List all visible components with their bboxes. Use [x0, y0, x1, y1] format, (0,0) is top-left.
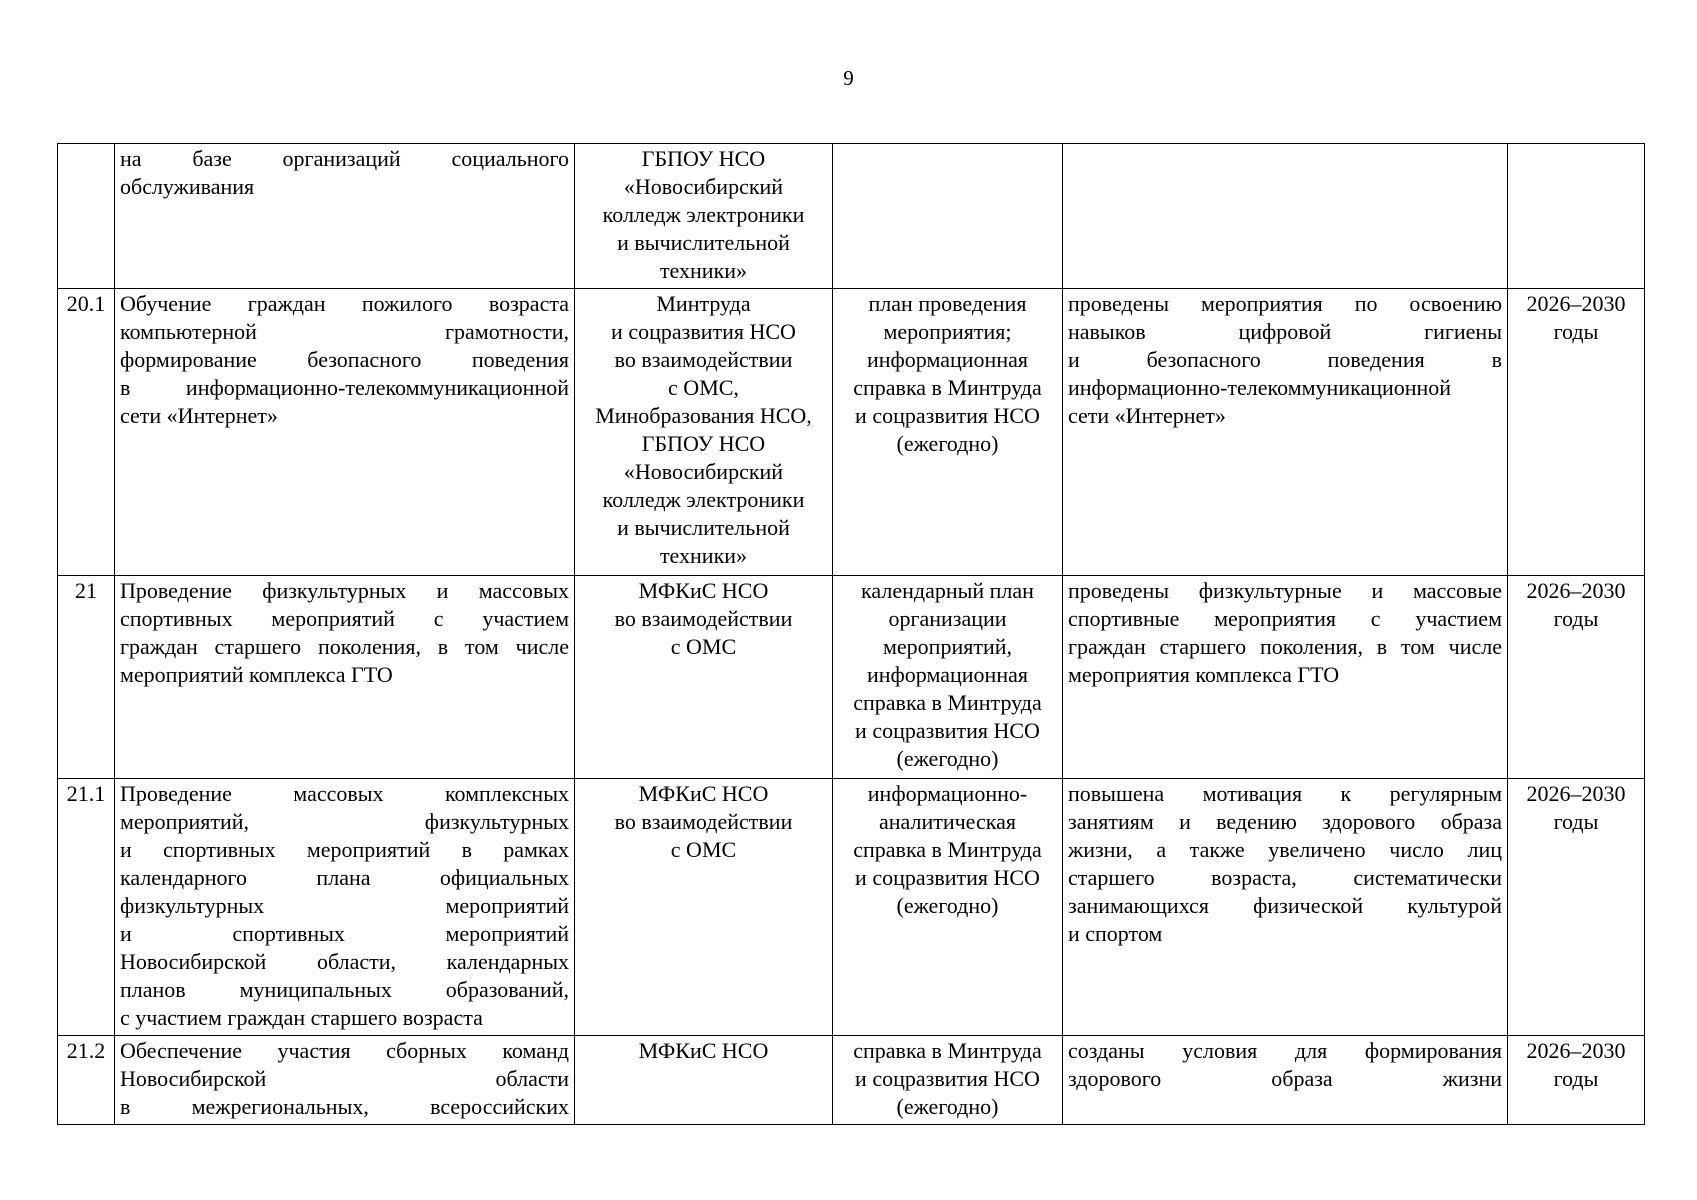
event-line: Новосибирской области, календарных — [120, 949, 569, 974]
result-line: проведены мероприятия по освоению — [1068, 291, 1502, 316]
event-line: физкультурных мероприятий — [120, 893, 569, 918]
row-number: 21.1 — [58, 779, 115, 1036]
executor — [575, 779, 833, 1036]
term-text: 2026–2030 годы — [1526, 1038, 1626, 1091]
table-row — [58, 144, 1645, 289]
event-line: Проведение физкультурных и массовых — [120, 578, 569, 603]
table-row — [58, 289, 1645, 576]
term — [1508, 576, 1645, 779]
document — [833, 1036, 1063, 1125]
executor-text: Минтруда и соцразвития НСО во взаимодействии с ОМС, Минобразования НСО, ГБПОУ НСО «Новосибирский колледж электроники и вычислительной техники» — [595, 291, 812, 568]
result-line: и безопасного поведения в — [1068, 347, 1502, 372]
result-line: жизни, а также увеличено число лиц — [1068, 837, 1502, 862]
event-line: в информационно-телекоммуникационной — [120, 375, 569, 400]
expected-result — [1063, 576, 1508, 779]
event-line: граждан старшего поколения, в том числе — [120, 634, 569, 659]
term — [1508, 144, 1645, 289]
term-text: 2026–2030 годы — [1526, 781, 1626, 834]
document-text: информационно- аналитическая справка в Минтруда и соцразвития НСО (ежегодно) — [853, 781, 1042, 918]
row-number — [58, 144, 115, 289]
event-line: с участием граждан старшего возраста — [120, 1005, 483, 1030]
result-line: повышена мотивация к регулярным — [1068, 781, 1502, 806]
event-line: Проведение массовых комплексных — [120, 781, 569, 806]
executor — [575, 1036, 833, 1125]
expected-result — [1063, 289, 1508, 576]
document-text: справка в Минтруда и соцразвития НСО (ежегодно) — [853, 1038, 1042, 1119]
result-line: созданы условия для формирования — [1068, 1038, 1502, 1063]
term — [1508, 779, 1645, 1036]
event-line: компьютерной грамотности, — [120, 319, 569, 344]
event-line: сети «Интернет» — [120, 403, 278, 428]
event-line: в межрегиональных, всероссийских — [120, 1094, 569, 1119]
event-line: формирование безопасного поведения — [120, 347, 569, 372]
event-line: мероприятий, физкультурных — [120, 809, 569, 834]
executor-text: МФКиС НСО во взаимодействии с ОМС — [614, 578, 793, 659]
result-line: старшего возраста, систематически — [1068, 865, 1502, 890]
result-line: занимающихся физической культурой — [1068, 893, 1502, 918]
result-line: сети «Интернет» — [1068, 403, 1226, 428]
term-text: 2026–2030 годы — [1526, 578, 1626, 631]
document — [833, 779, 1063, 1036]
event-line: и спортивных мероприятий в рамках — [120, 837, 569, 862]
row-number: 21.2 — [58, 1036, 115, 1125]
result-line: здорового образа жизни — [1068, 1066, 1502, 1091]
table-row — [58, 576, 1645, 779]
page-number: 9 — [843, 66, 854, 90]
executor-text: МФКиС НСО во взаимодействии с ОМС — [614, 781, 793, 862]
result-line: навыков цифровой гигиены — [1068, 319, 1502, 344]
event-line: Новосибирской области — [120, 1066, 569, 1091]
executor — [575, 144, 833, 289]
executor — [575, 289, 833, 576]
term-text: 2026–2030 годы — [1526, 291, 1626, 344]
table-row — [58, 779, 1645, 1036]
event-line: спортивных мероприятий с участием — [120, 606, 569, 631]
document-text: план проведения мероприятия; информационная справка в Минтруда и соцразвития НСО (ежегодно) — [853, 291, 1042, 456]
event-line: и спортивных мероприятий — [120, 921, 569, 946]
event-line: Обеспечение участия сборных команд — [120, 1038, 569, 1063]
result-line: информационно-телекоммуникационной — [1068, 375, 1452, 400]
row-number: 20.1 — [58, 289, 115, 576]
action-plan-table — [57, 143, 1645, 1125]
document — [833, 576, 1063, 779]
row-number: 21 — [58, 576, 115, 779]
event-description — [115, 576, 575, 779]
expected-result — [1063, 1036, 1508, 1125]
event-line: на базе организаций социального — [120, 146, 569, 171]
event-line: Обучение граждан пожилого возраста — [120, 291, 569, 316]
event-line: мероприятий комплекса ГТО — [120, 662, 393, 687]
document-text: календарный план организации мероприятий, информационная справка в Минтруда и соцразвития НСО (ежегодно) — [853, 578, 1042, 771]
result-line: и спортом — [1068, 921, 1163, 946]
event-description — [115, 779, 575, 1036]
term — [1508, 289, 1645, 576]
executor-text: МФКиС НСО — [638, 1038, 769, 1063]
result-line: мероприятия комплекса ГТО — [1068, 662, 1340, 687]
event-line: планов муниципальных образований, — [120, 977, 569, 1002]
expected-result — [1063, 144, 1508, 289]
result-line: спортивные мероприятия с участием — [1068, 606, 1502, 631]
document — [833, 289, 1063, 576]
event-line: обслуживания — [120, 174, 255, 199]
event-line: календарного плана официальных — [120, 865, 569, 890]
executor — [575, 576, 833, 779]
result-line: занятиям и ведению здорового образа — [1068, 809, 1502, 834]
result-line: проведены физкультурные и массовые — [1068, 578, 1502, 603]
expected-result — [1063, 779, 1508, 1036]
event-description — [115, 1036, 575, 1125]
executor-text: ГБПОУ НСО «Новосибирский колледж электроники и вычислительной техники» — [602, 146, 805, 283]
table-row — [58, 1036, 1645, 1125]
result-line: граждан старшего поколения, в том числе — [1068, 634, 1502, 659]
term — [1508, 1036, 1645, 1125]
document — [833, 144, 1063, 289]
event-description — [115, 289, 575, 576]
event-description — [115, 144, 575, 289]
